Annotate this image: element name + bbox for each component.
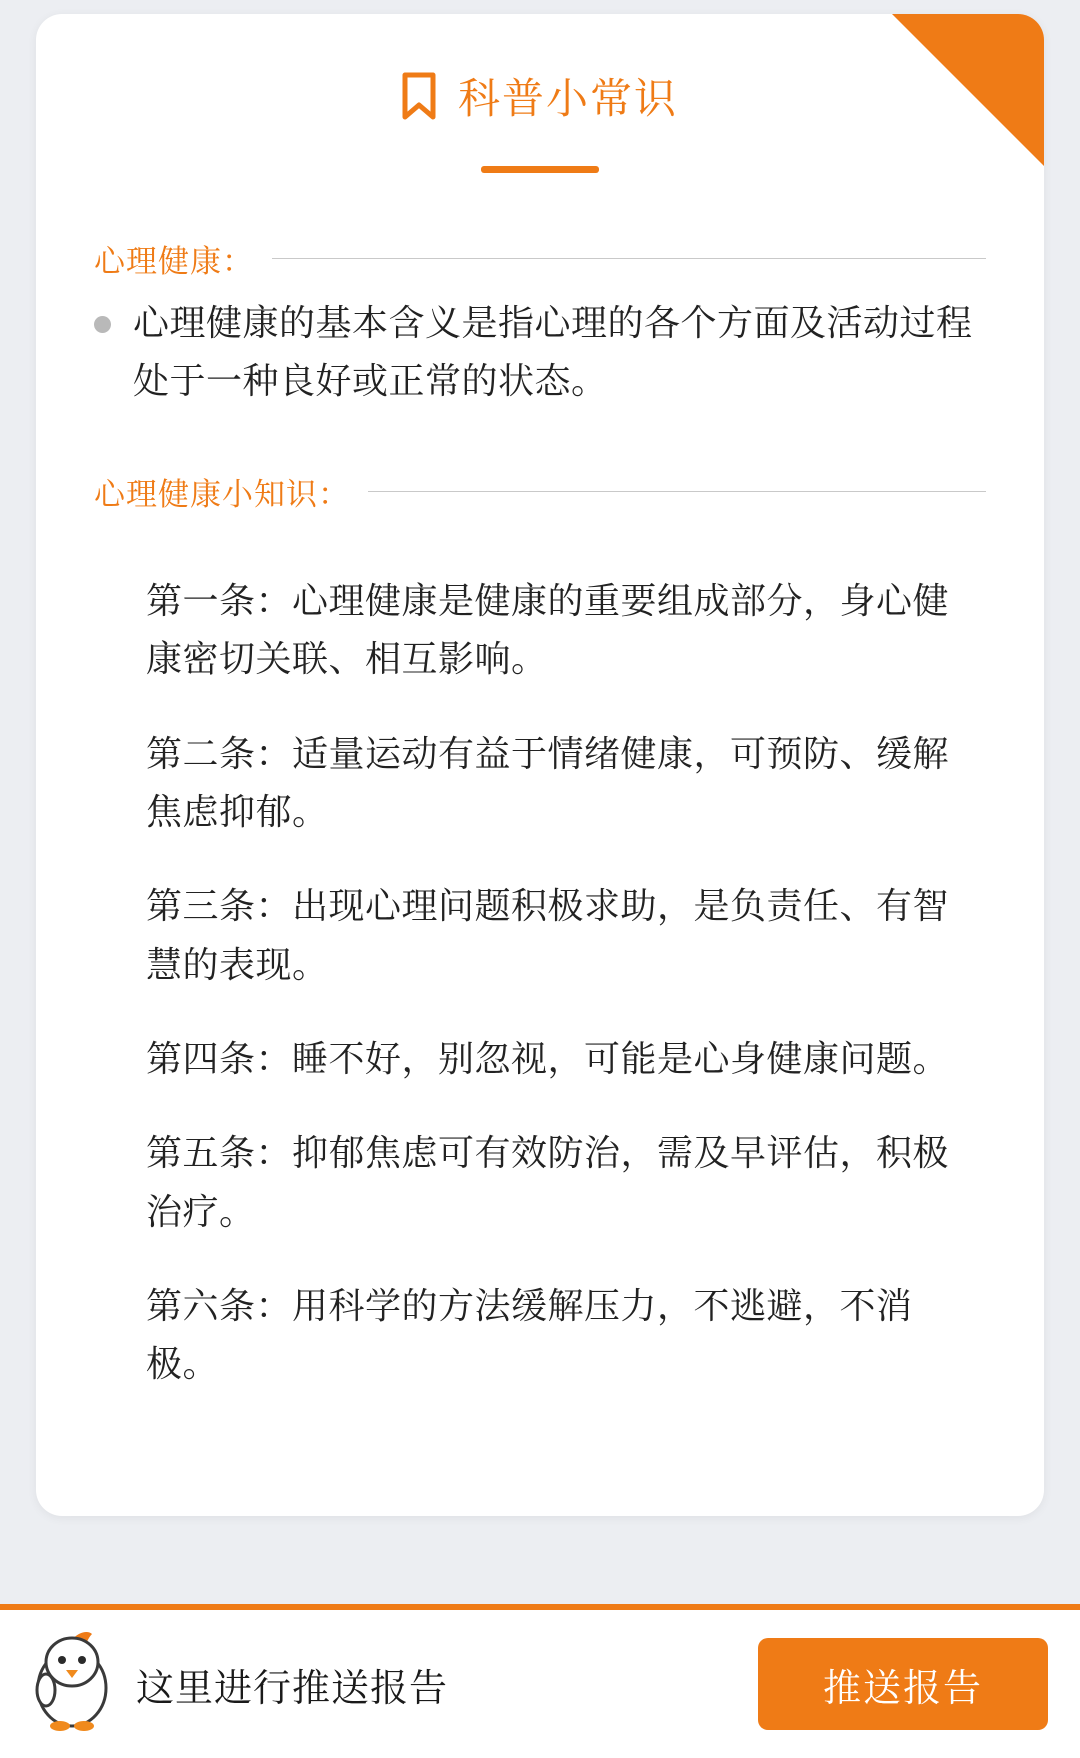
list-item: 第三条：出现心理问题积极求助，是负责任、有智慧的表现。 bbox=[146, 885, 950, 985]
info-card bbox=[36, 14, 1044, 1516]
section-rule bbox=[368, 491, 986, 492]
bookmark-icon bbox=[402, 72, 436, 120]
section-heading-tips bbox=[94, 469, 986, 514]
list-item: 第一条：心理健康是健康的重要组成部分，身心健康密切关联、相互影响。 bbox=[146, 580, 950, 680]
bullet-dot-icon bbox=[94, 316, 111, 333]
list-item: 第二条：适量运动有益于情绪健康，可预防、缓解焦虑抑郁。 bbox=[146, 732, 950, 832]
section-label: 心理健康： bbox=[94, 244, 254, 279]
title-underline bbox=[481, 166, 599, 173]
section-label: 心理健康小知识： bbox=[94, 477, 350, 512]
section-rule bbox=[272, 258, 986, 259]
definition-text: 心理健康的基本含义是指心理的各个方面及活动过程处于一种良好或正常的状态。 bbox=[133, 302, 973, 402]
section-heading-mental-health bbox=[94, 236, 986, 281]
tips-list bbox=[146, 536, 968, 1421]
push-hint-label: 这里进行推送报告 bbox=[136, 1667, 449, 1710]
bottom-action-bar bbox=[0, 1610, 1080, 1758]
definition-bullet bbox=[94, 294, 986, 411]
card-header bbox=[36, 66, 1044, 126]
list-item: 第四条：睡不好，别忽视，可能是心身健康问题。 bbox=[146, 1037, 950, 1079]
page-title: 科普小常识 bbox=[457, 75, 678, 122]
list-item: 第五条：抑郁焦虑可有效防治，需及早评估，积极治疗。 bbox=[146, 1132, 950, 1232]
chick-icon bbox=[0, 1630, 118, 1739]
push-report-button[interactable]: 推送报告 bbox=[758, 1638, 1048, 1730]
list-item: 第六条：用科学的方法缓解压力，不逃避，不消极。 bbox=[146, 1284, 913, 1385]
